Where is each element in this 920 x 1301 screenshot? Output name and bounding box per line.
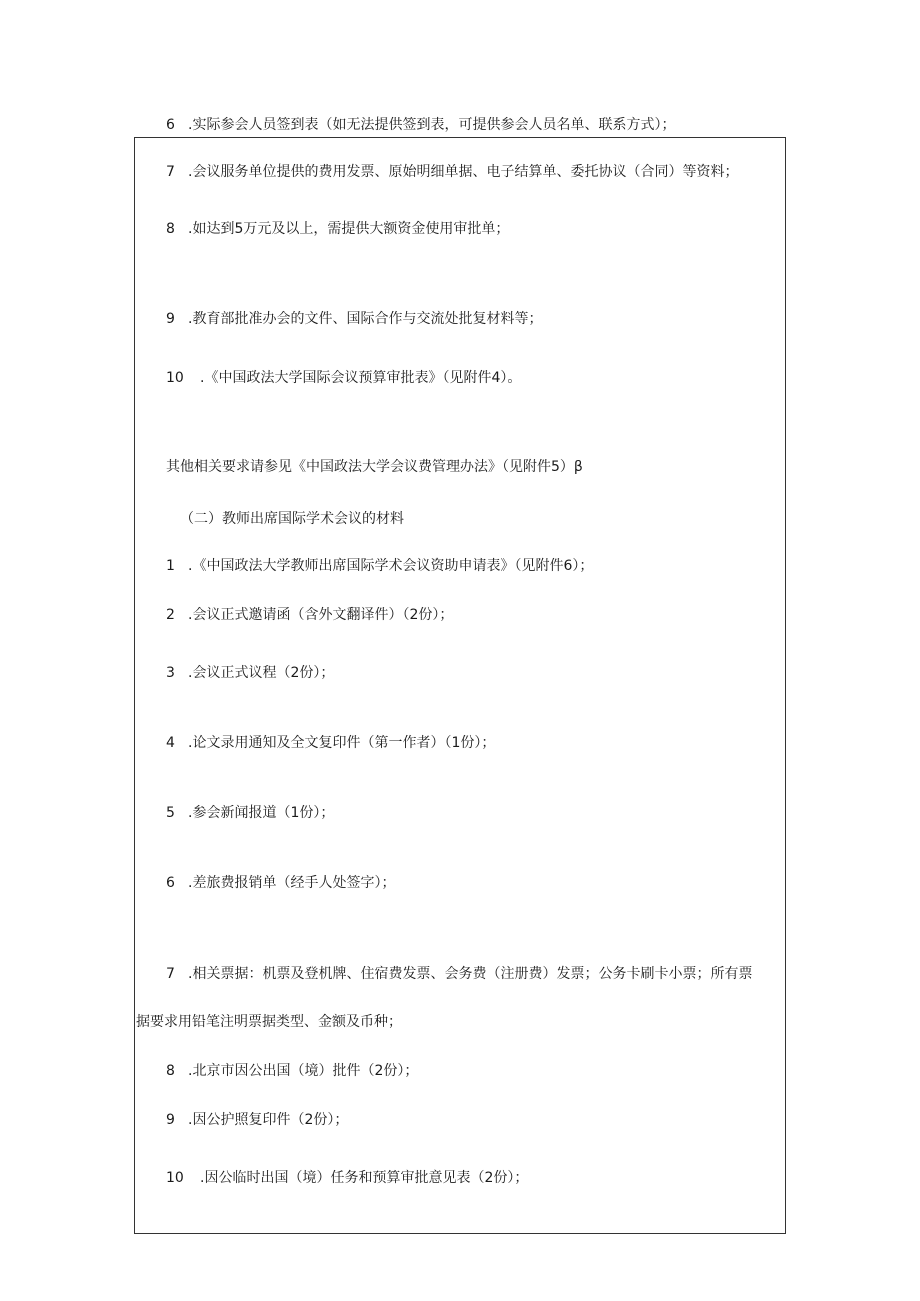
list-item <box>166 116 675 134</box>
list-item <box>166 804 334 822</box>
item-text: .参会新闻报道（1份）； <box>188 805 335 821</box>
item-text: .教育部批准办会的文件、国际合作与交流处批复材料等； <box>188 311 543 327</box>
list-item <box>166 220 509 238</box>
item-text: .因公护照复印件（2份）； <box>188 1112 349 1128</box>
item-number: 3 <box>166 665 175 681</box>
item-text: .会议服务单位提供的费用发票、原始明细单据、电子结算单、委托协议（合同）等资料； <box>188 164 739 180</box>
item-number: 7 <box>166 966 175 982</box>
item-number: 6 <box>166 875 175 891</box>
item-text: .《中国政法大学教师出席国际学术会议资助申请表》（见附件6）； <box>188 558 594 574</box>
item-number: 9 <box>166 1112 175 1128</box>
list-item <box>166 163 738 181</box>
item-number: 6 <box>166 117 175 133</box>
list-item <box>166 874 395 892</box>
list-item <box>166 1169 528 1187</box>
item-number: 9 <box>166 311 175 327</box>
note-paragraph: 其他相关要求请参见《中国政法大学会议费管理办法》（见附件5）β <box>166 459 583 475</box>
list-item <box>166 965 752 983</box>
item-number: 10 <box>166 1170 184 1186</box>
item-text: .北京市因公出国（境）批件（2份）； <box>188 1063 419 1079</box>
item-text: .会议正式邀请函（含外文翻译件）（2份）； <box>188 607 454 623</box>
item-number: 4 <box>166 735 175 751</box>
item-text: .差旅费报销单（经手人处签字）； <box>188 875 396 891</box>
list-item <box>166 664 334 682</box>
item-text: .如达到5万元及以上，需提供大额资金使用审批单； <box>188 221 510 237</box>
item-number: 10 <box>166 370 184 386</box>
item-number: 2 <box>166 607 175 623</box>
item-number: 7 <box>166 164 175 180</box>
list-item <box>166 369 521 387</box>
item-text: .相关票据：机票及登机牌、住宿费发票、会务费（注册费）发票；公务卡刷卡小票；所有票 <box>188 966 753 982</box>
item-text: .实际参会人员签到表（如无法提供签到表，可提供参会人员名单、联系方式）； <box>188 117 676 133</box>
item-text: .会议正式议程（2份）； <box>188 665 335 681</box>
item-text: .论文录用通知及全文复印件（第一作者）（1份）； <box>188 735 496 751</box>
section-heading: （二）教师出席国际学术会议的材料 <box>180 511 404 527</box>
list-item <box>166 557 593 575</box>
item-text: .因公临时出国（境）任务和预算审批意见表（2份）； <box>200 1170 529 1186</box>
item-number: 1 <box>166 558 175 574</box>
item-number: 8 <box>166 221 175 237</box>
item-number: 8 <box>166 1063 175 1079</box>
list-item <box>166 606 453 624</box>
list-item <box>166 734 495 752</box>
item-number: 5 <box>166 805 175 821</box>
list-item <box>166 1062 418 1080</box>
list-item <box>166 1111 348 1129</box>
item-text: .《中国政法大学国际会议预算审批表》（见附件4）。 <box>200 370 522 386</box>
item-continuation: 据要求用铅笔注明票据类型、金额及币种； <box>136 1014 402 1030</box>
list-item <box>166 310 542 328</box>
